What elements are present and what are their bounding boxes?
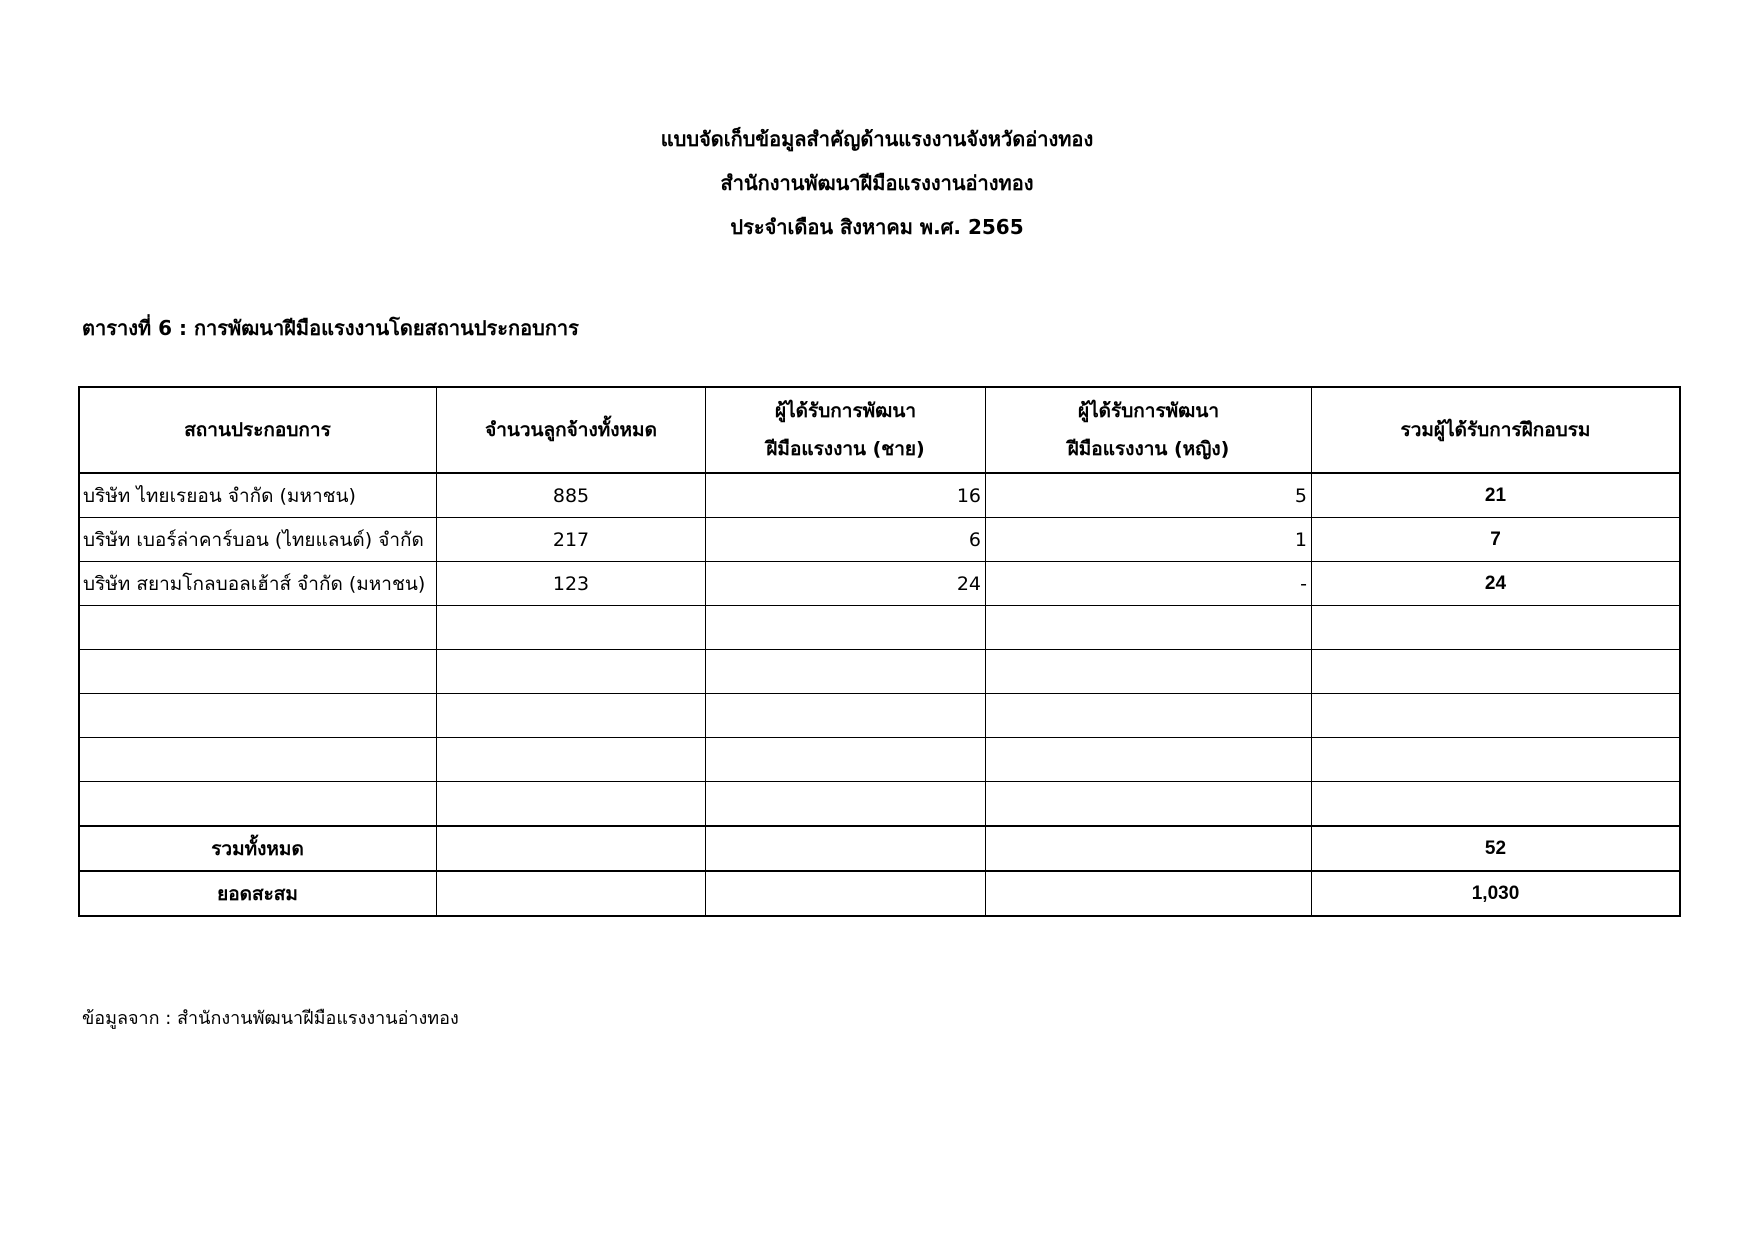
report-title: แบบจัดเก็บข้อมูลสำคัญด้านแรงงานจังหวัดอ่างทอง	[660, 127, 1094, 151]
report-header	[0, 117, 1754, 249]
training-table	[78, 386, 1680, 916]
data-source-note: ข้อมูลจาก : สำนักงานพัฒนาฝีมือแรงงานอ่างทอง	[82, 1008, 459, 1029]
total-label: รวมทั้งหมด	[79, 826, 437, 871]
cell-female: 5	[986, 473, 1312, 518]
empty-row	[79, 606, 1680, 650]
total-row	[79, 826, 1680, 871]
cell-establishment: บริษัท สยามโกลบอลเฮ้าส์ จำกัด (มหาชน)	[79, 562, 437, 606]
cell-employees: 123	[437, 562, 706, 606]
office-name: สำนักงานพัฒนาฝีมือแรงงานอ่างทอง	[720, 171, 1034, 195]
cell-female: 1	[986, 518, 1312, 562]
col-header-male	[706, 387, 986, 474]
col-header-female-line2: ฝีมือแรงงาน (หญิง)	[1067, 437, 1230, 460]
table-header-row	[79, 387, 1680, 474]
cell-female: -	[986, 562, 1312, 606]
cell-male: 24	[706, 562, 986, 606]
cell-male: 6	[706, 518, 986, 562]
cell-total: 24	[1312, 562, 1680, 606]
cell-employees: 217	[437, 518, 706, 562]
table-row	[79, 518, 1680, 562]
table-row	[79, 473, 1680, 518]
col-header-female-line1: ผู้ได้รับการพัฒนา	[1077, 399, 1219, 422]
total-value: 52	[1312, 826, 1680, 871]
cell-employees: 885	[437, 473, 706, 518]
empty-row	[79, 782, 1680, 827]
col-header-male-line1: ผู้ได้รับการพัฒนา	[774, 399, 916, 422]
col-header-male-line2: ฝีมือแรงงาน (ชาย)	[766, 437, 925, 460]
table-caption: ตารางที่ 6 : การพัฒนาฝีมือแรงงานโดยสถานประกอบการ	[82, 316, 579, 340]
cell-male: 16	[706, 473, 986, 518]
cumulative-value: 1,030	[1312, 871, 1680, 916]
cell-establishment: บริษัท ไทยเรยอน จำกัด (มหาชน)	[79, 473, 437, 518]
cell-establishment: บริษัท เบอร์ล่าคาร์บอน (ไทยแลนด์) จำกัด	[79, 518, 437, 562]
cumulative-label: ยอดสะสม	[79, 871, 437, 916]
col-header-establishment: สถานประกอบการ	[79, 387, 437, 474]
col-header-employees: จำนวนลูกจ้างทั้งหมด	[437, 387, 706, 474]
empty-row	[79, 650, 1680, 694]
col-header-total: รวมผู้ได้รับการฝึกอบรม	[1312, 387, 1680, 474]
report-period: ประจำเดือน สิงหาคม พ.ศ. 2565	[730, 215, 1024, 239]
empty-row	[79, 738, 1680, 782]
cell-total: 21	[1312, 473, 1680, 518]
empty-row	[79, 694, 1680, 738]
col-header-female	[986, 387, 1312, 474]
cell-total: 7	[1312, 518, 1680, 562]
table-row	[79, 562, 1680, 606]
cumulative-row	[79, 871, 1680, 916]
